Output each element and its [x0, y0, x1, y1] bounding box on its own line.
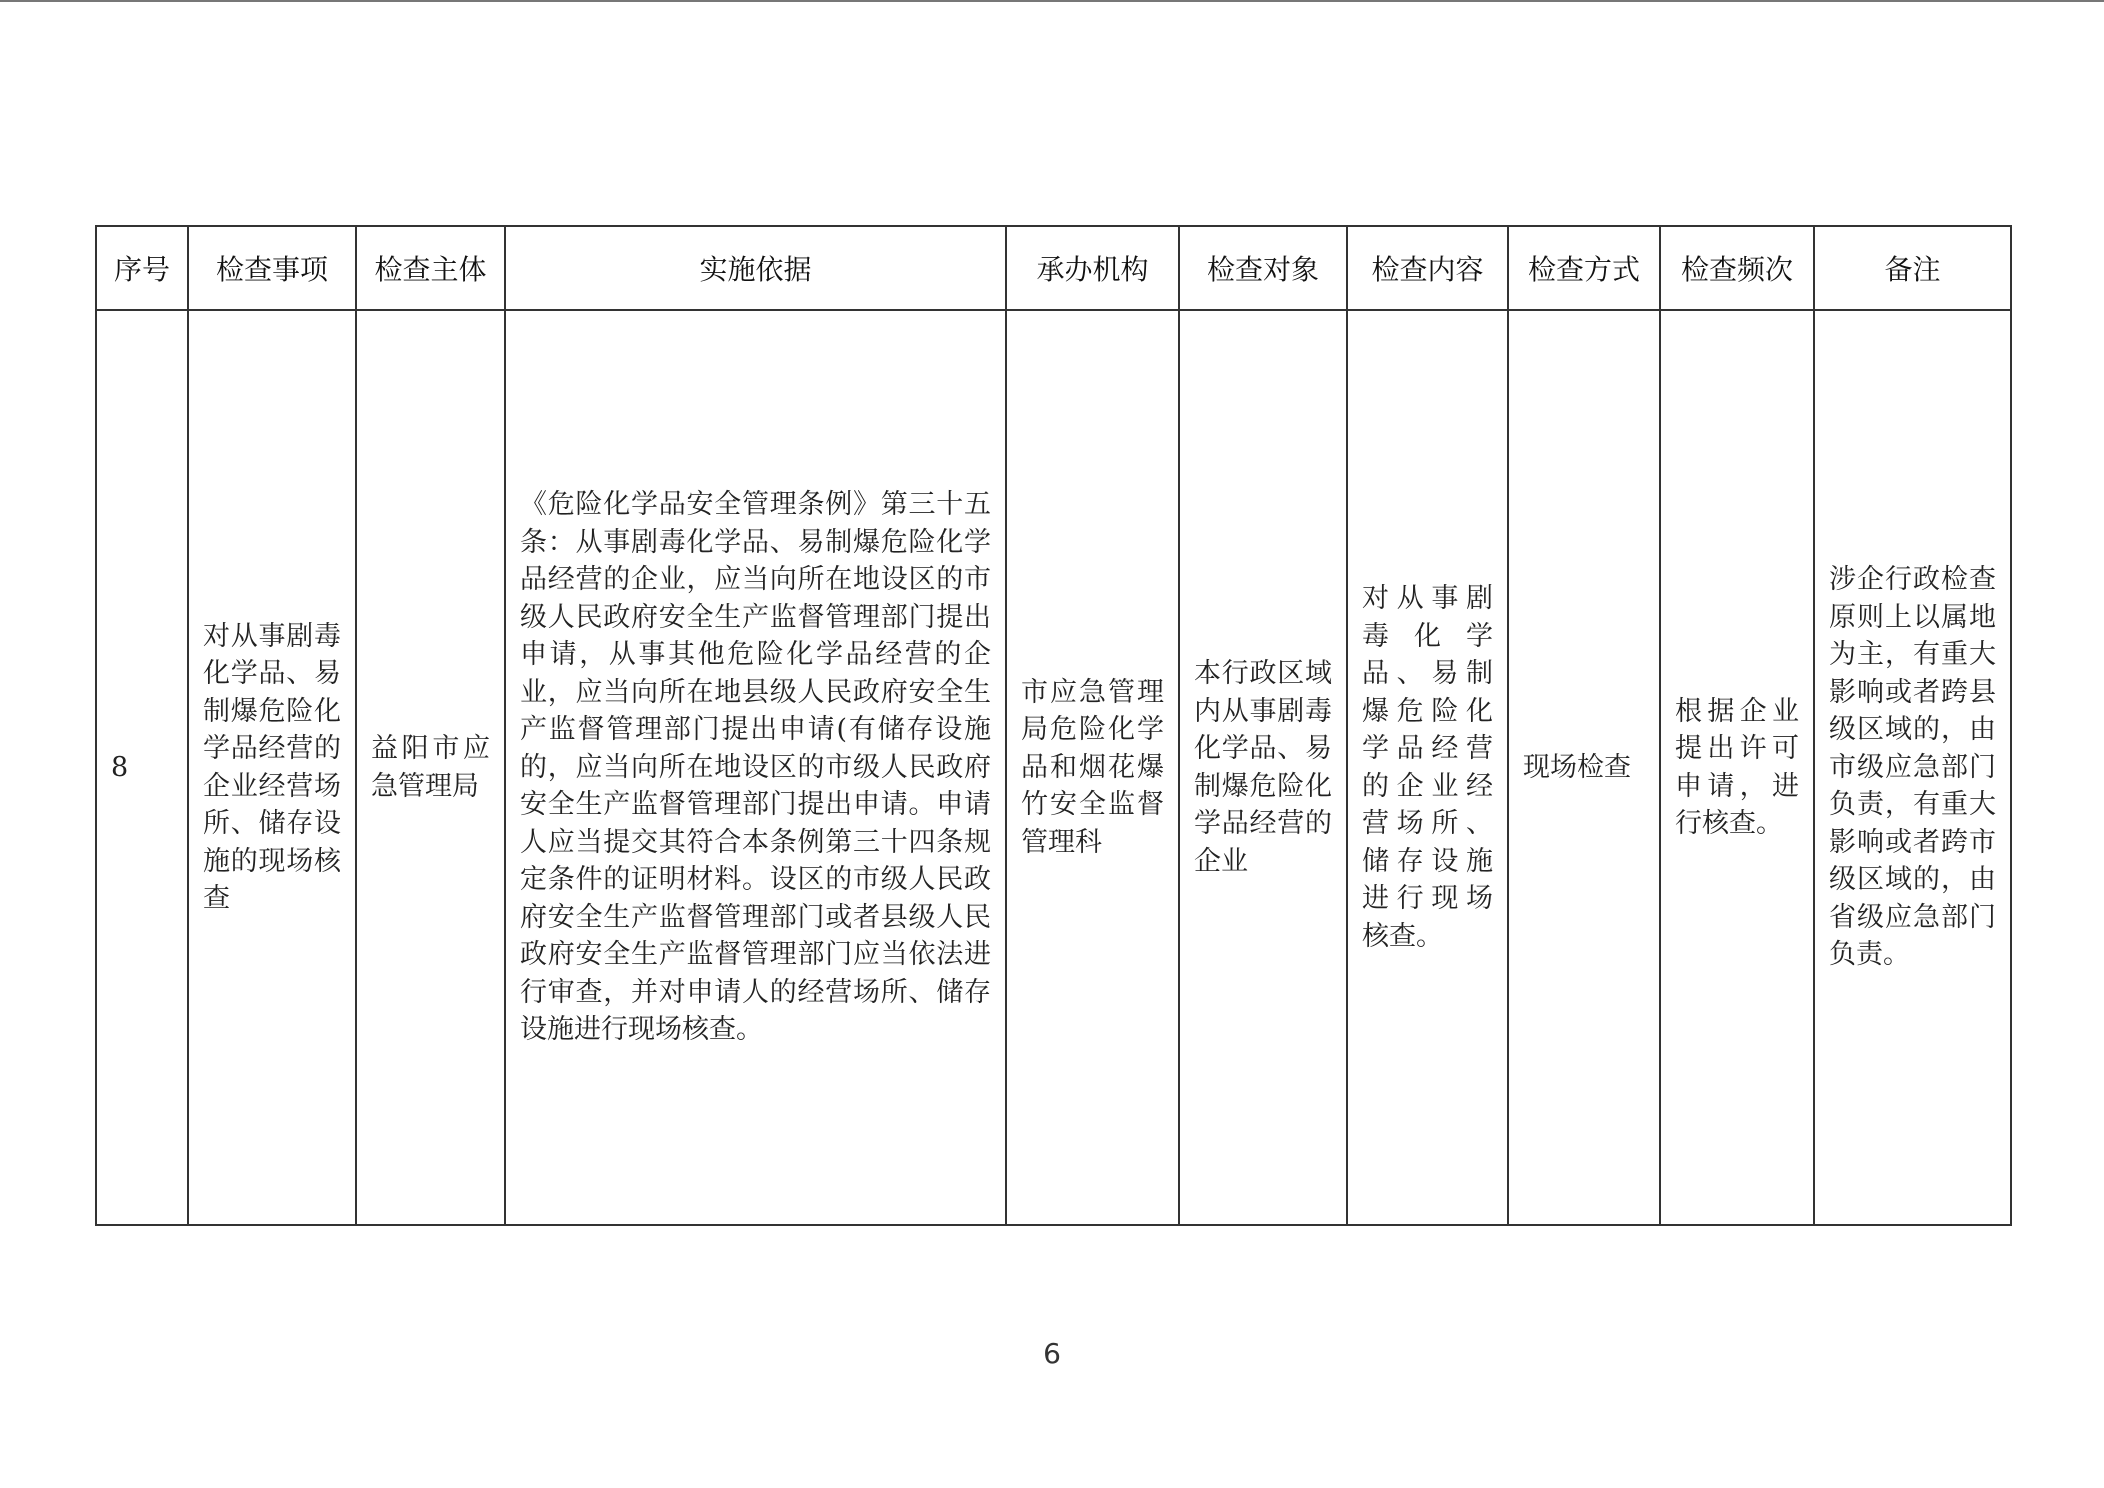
header-method: 检查方式	[1508, 226, 1660, 310]
header-item: 检查事项	[188, 226, 356, 310]
page-number: 6	[1043, 1337, 1061, 1370]
inspection-table	[95, 225, 2012, 1226]
table-row	[96, 310, 2011, 1225]
cell-frequency: 根据企业提出许可申请，进行核查。	[1660, 310, 1814, 1225]
header-content: 检查内容	[1347, 226, 1508, 310]
cell-agency: 市应急管理局危险化学品和烟花爆竹安全监督管理科	[1006, 310, 1179, 1225]
header-seq: 序号	[96, 226, 188, 310]
cell-method: 现场检查	[1508, 310, 1660, 1225]
top-border-line	[0, 0, 2104, 2]
table-header-row	[96, 226, 2011, 310]
header-remarks: 备注	[1814, 226, 2011, 310]
header-frequency: 检查频次	[1660, 226, 1814, 310]
cell-subject: 益阳市应急管理局	[356, 310, 505, 1225]
cell-item: 对从事剧毒化学品、易制爆危险化学品经营的企业经营场所、储存设施的现场核查	[188, 310, 356, 1225]
header-target: 检查对象	[1179, 226, 1347, 310]
cell-remarks: 涉企行政检查原则上以属地为主，有重大影响或者跨县级区域的，由市级应急部门负责，有重大影响或者跨市级区域的，由省级应急部门负责。	[1814, 310, 2011, 1225]
header-subject: 检查主体	[356, 226, 505, 310]
cell-basis: 《危险化学品安全管理条例》第三十五条：从事剧毒化学品、易制爆危险化学品经营的企业，应当向所在地设区的市级人民政府安全生产监督管理部门提出申请，从事其他危险化学品经营的企业，应当向所在地县级人民政府安全生产监督管理部门提出申请(有储存设施的，应当向所在地设区的市级人民政府安全生产监督管理部门提出申请。申请人应当提交其符合本条例第三十四条规定条件的证明材料。设区的市级人民政府安全生产监督管理部门或者县级人民政府安全生产监督管理部门应当依法进行审查，并对申请人的经营场所、储存设施进行现场核查。	[505, 310, 1006, 1225]
cell-content: 对从事剧毒化学品、易制爆危险化学品经营的企业经营场所、储存设施进行现场核查。	[1347, 310, 1508, 1225]
cell-target: 本行政区域内从事剧毒化学品、易制爆危险化学品经营的企业	[1179, 310, 1347, 1225]
header-agency: 承办机构	[1006, 226, 1179, 310]
cell-seq: 8	[96, 310, 188, 1225]
header-basis: 实施依据	[505, 226, 1006, 310]
